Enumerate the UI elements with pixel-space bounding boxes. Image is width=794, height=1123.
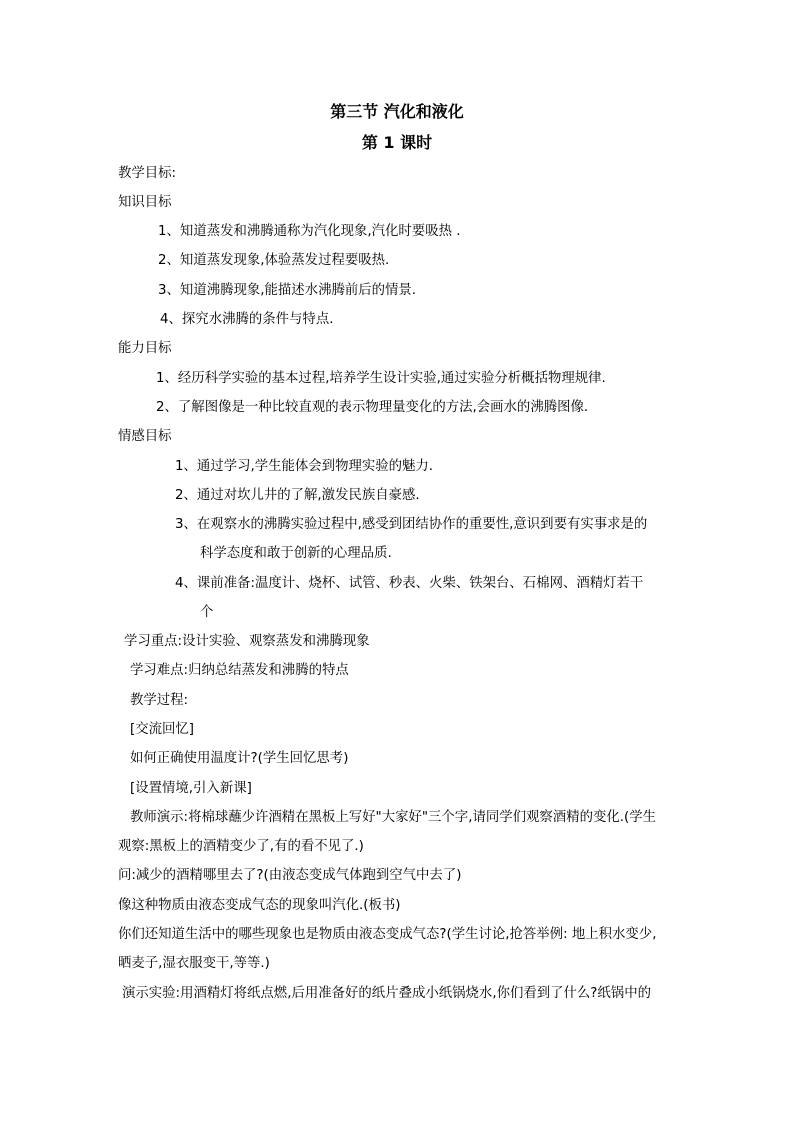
process-heading: 教学过程: (130, 693, 189, 708)
alcohol-question: 问:减少的酒精哪里去了?(由液态变成气体跑到空气中去了) (118, 868, 462, 883)
knowledge-goal-item: 3、知道沸腾现象,能描述水沸腾前后的情景. (158, 283, 417, 298)
discussion-text: 你们还知道生活中的哪些现象也是物质由液态变成气态?(学生讨论,抢答举例: 地上积水变少, (118, 927, 657, 942)
emotion-goal-item: 4、课前准备:温度计、烧杯、试管、秒表、火柴、铁架台、石棉网、酒精灯若干 (175, 576, 644, 591)
thermometer-question: 如何正确使用温度计?(学生回忆思考) (130, 751, 349, 766)
teacher-demo-text: 教师演示:将棉球蘸少许酒精在黑板上写好"大家好"三个字,请同学们观察酒精的变化.(学生 (130, 810, 657, 825)
ability-goal-item: 1、经历科学实验的基本过程,培养学生设计实验,通过实验分析概括物理规律. (156, 371, 606, 386)
teaching-goals-heading: 教学目标: (118, 166, 177, 181)
lesson-subtitle: 第 1 课时 (361, 133, 433, 152)
emotion-goals-heading: 情感目标 (118, 429, 172, 444)
emotion-goal-item: 3、在观察水的沸腾实验过程中,感受到团结协作的重要性,意识到要有实事求是的 (175, 517, 648, 532)
emotion-goal-continuation: 个 (200, 605, 214, 620)
key-point: 学习重点:设计实验、观察蒸发和沸腾现象 (124, 634, 370, 649)
knowledge-goal-item: 1、知道蒸发和沸腾通称为汽化现象,汽化时要吸热 . (158, 224, 461, 239)
demo-experiment-text: 演示实验:用酒精灯将纸点燃,后用准备好的纸片叠成小纸锅烧水,你们看到了什么?纸锅中的 (122, 986, 651, 1001)
situation-heading: [设置情境,引入新课] (130, 781, 252, 796)
knowledge-goals-heading: 知识目标 (118, 195, 172, 210)
teacher-demo-continuation: 观察:黑板上的酒精变少了,有的看不见了.) (118, 839, 364, 854)
difficulty-point: 学习难点:归纳总结蒸发和沸腾的特点 (130, 663, 349, 678)
knowledge-goal-item: 4、探究水沸腾的条件与特点. (160, 312, 334, 327)
vaporization-definition: 像这种物质由液态变成气态的现象叫汽化.(板书) (118, 898, 401, 913)
emotion-goal-continuation: 科学态度和敢于创新的心理品质. (200, 546, 392, 561)
lesson-title: 第三节 汽化和液化 (330, 102, 464, 121)
emotion-goal-item: 2、通过对坎儿井的了解,激发民族自豪感. (175, 488, 420, 503)
ability-goal-item: 2、了解图像是一种比较直观的表示物理量变化的方法,会画水的沸腾图像. (156, 400, 589, 415)
emotion-goal-item: 1、通过学习,学生能体会到物理实验的魅力. (175, 459, 434, 474)
exchange-heading: [交流回忆] (130, 722, 195, 737)
discussion-continuation: 晒麦子,湿衣服变干,等等.) (118, 956, 270, 971)
knowledge-goal-item: 2、知道蒸发现象,体验蒸发过程要吸热. (158, 253, 390, 268)
ability-goals-heading: 能力目标 (118, 341, 172, 356)
